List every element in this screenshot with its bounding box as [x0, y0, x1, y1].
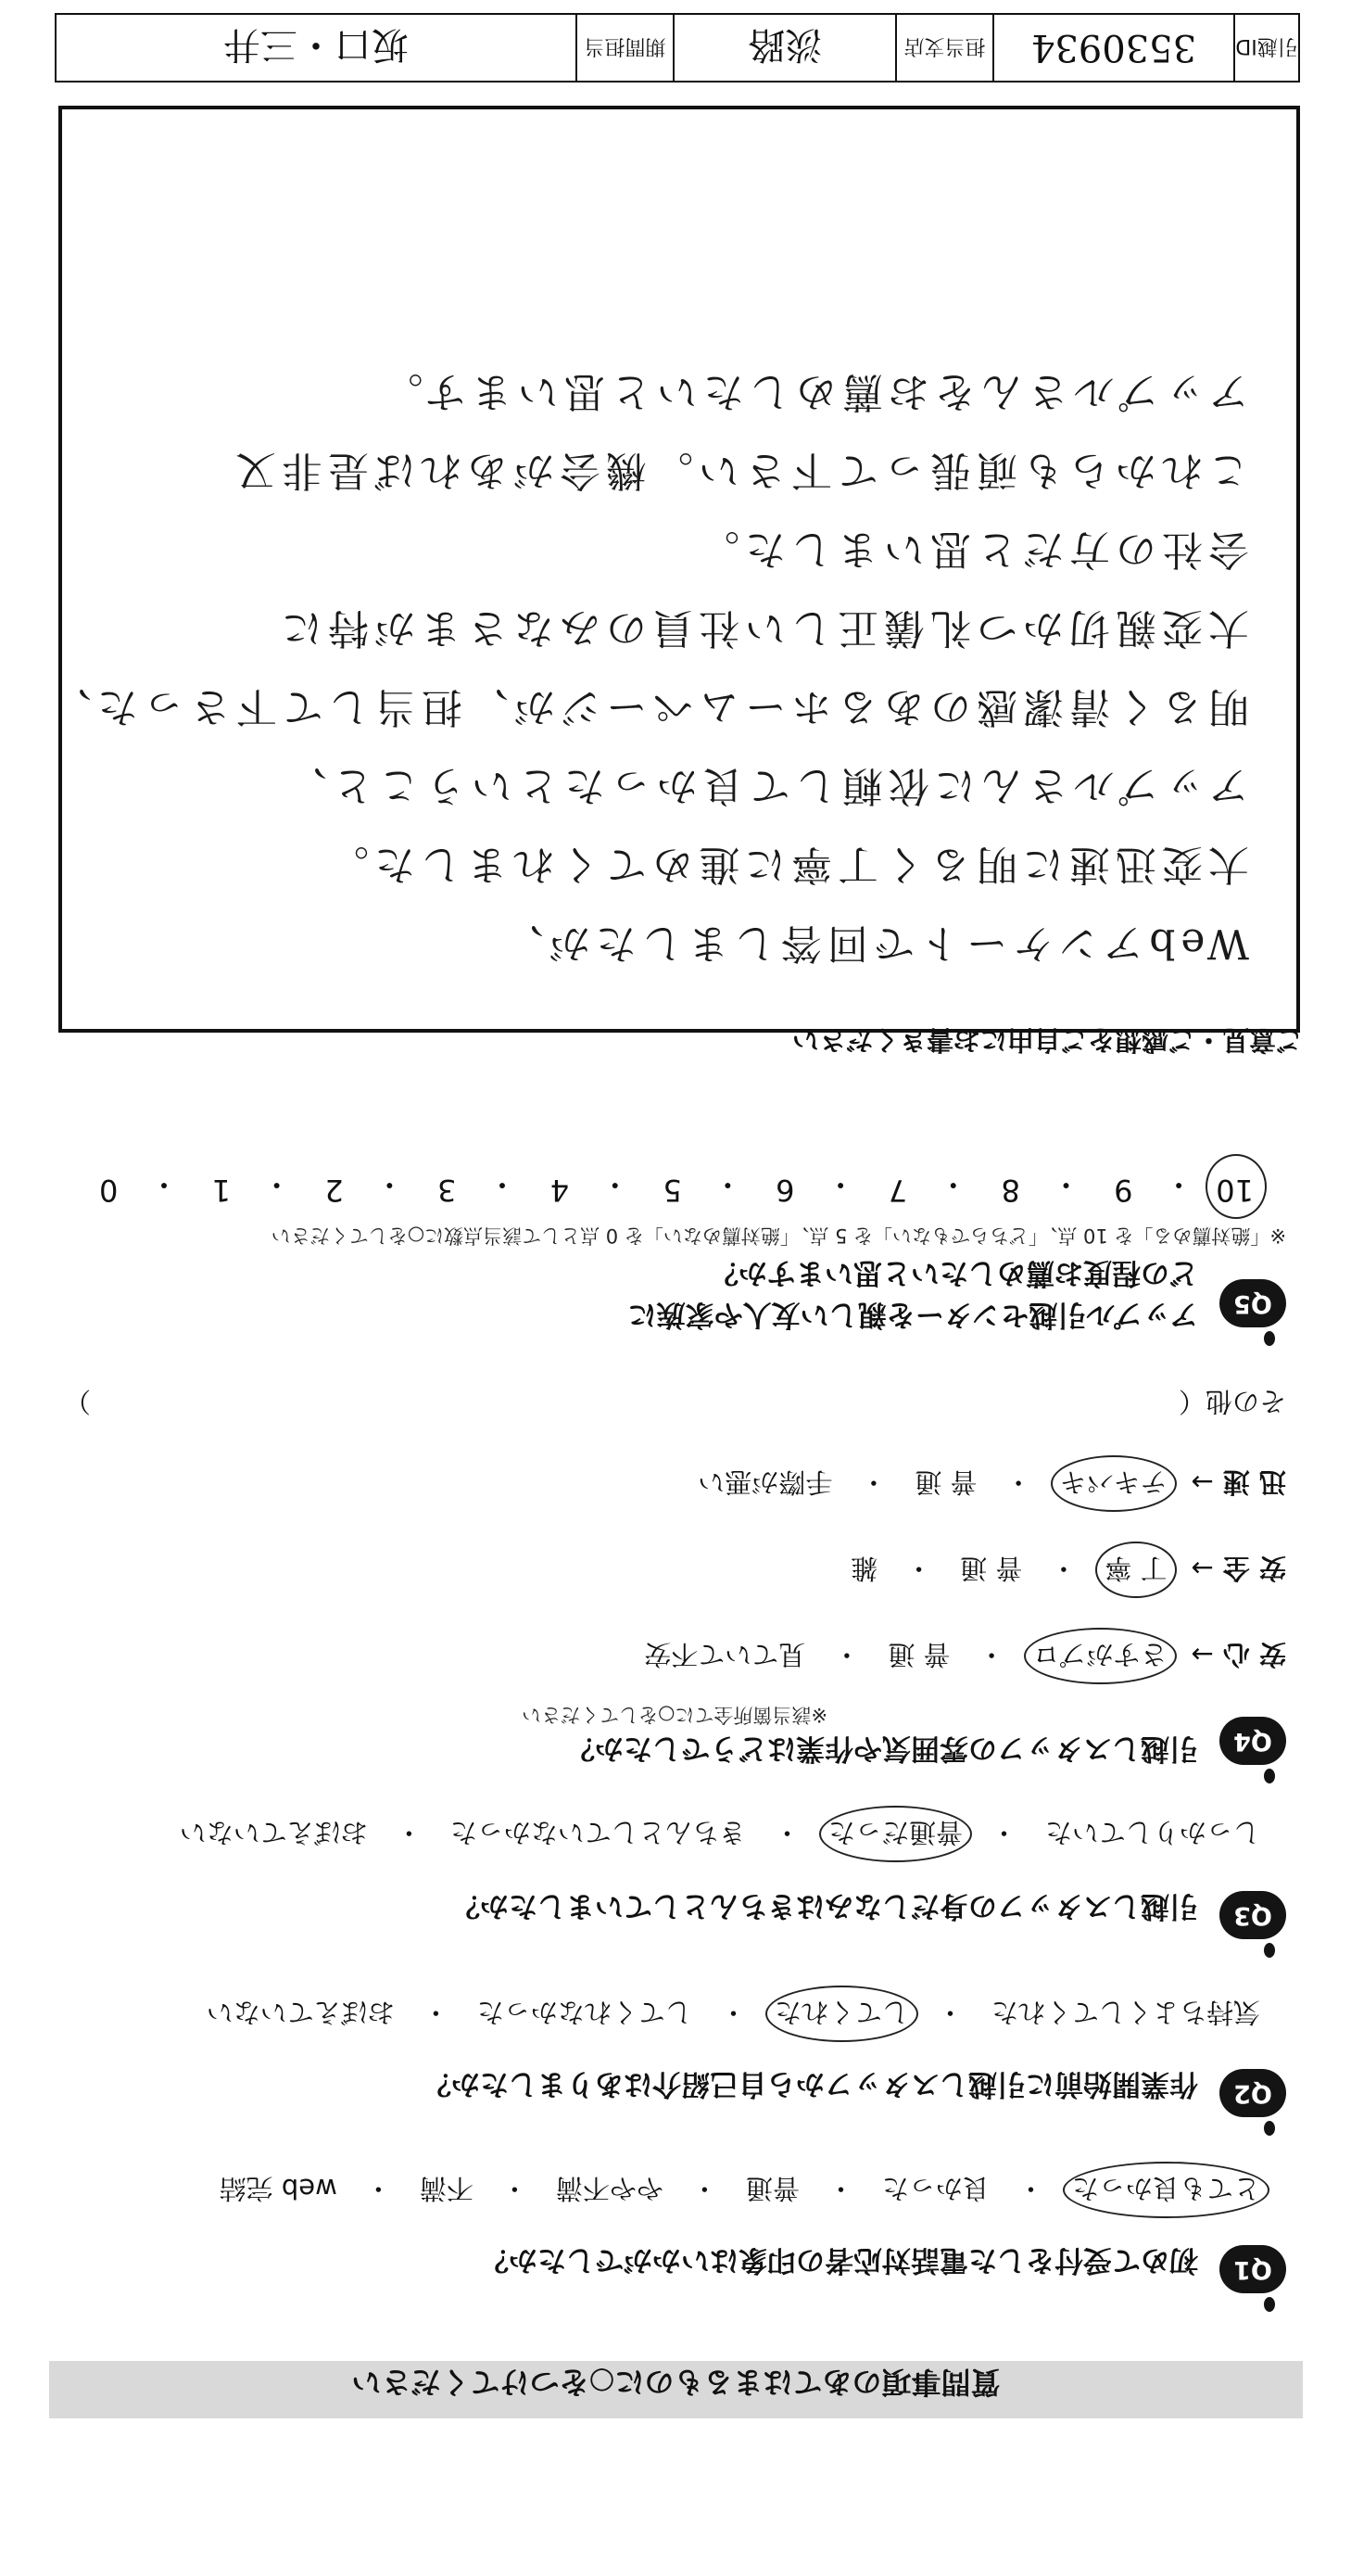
comment-line: 会社の方だと思いました。 [693, 526, 1249, 573]
q5-score-scale: 10 ・ 9 ・ 8 ・ 7 ・ 6 ・ 5 ・ 4 ・ 3 ・ 2 ・ 1 ・ 0 [91, 1165, 1254, 1208]
q4-other [1179, 1384, 1286, 1422]
q4-option[interactable]: 見ていて不安 [644, 1639, 806, 1670]
id-label: 引越ID [1233, 15, 1298, 81]
q2-options: 気持ちよくしてくれた・してくれた・してくれなかった・おぼえていない [207, 1995, 1260, 2033]
q5-score-circled[interactable]: 10 [1218, 1165, 1254, 1208]
q4-option-circled[interactable]: テキパキ [1060, 1465, 1168, 1503]
q4-badge-icon: Q4 [1219, 1717, 1286, 1765]
arrow-icon: → [1191, 1553, 1214, 1584]
q4-row-anzen: 安 全→丁 寧・普 通・雑 [851, 1551, 1286, 1589]
comment-heading: ご意見・ご感想をご自由にお書きください [791, 1024, 1303, 1056]
q4-option[interactable]: 手際が悪い [698, 1466, 833, 1498]
branch-value: 淡路 [673, 15, 895, 81]
q5-score[interactable]: 8 [1001, 1173, 1020, 1208]
instruction-banner-text: 質問事項のあてはまるものに○をつけてください [351, 2365, 1001, 2400]
q5-score[interactable]: 7 [888, 1173, 908, 1208]
comment-line: 大変迅速に明るく丁寧に進めてくれました。 [322, 841, 1249, 888]
q4-row-label: 安 心 [1222, 1639, 1286, 1670]
period-value: 坂口・三井 [223, 23, 409, 66]
q2-option-circled[interactable]: してくれた [775, 1995, 909, 2033]
comment-line: 大変親切かつ礼儀正しい社員のみなさまが特に [276, 604, 1249, 652]
q3-question: 引越しスタッフの身だしなみはきちんとしていましたか？ [451, 1889, 1198, 1922]
q5-score[interactable]: 0 [98, 1173, 119, 1208]
q2-question: 作業開始前に引越しスタッフから自己紹介はありましたか？ [423, 2067, 1198, 2100]
q1-option[interactable]: web 完結 [219, 2173, 337, 2204]
arrow-icon: → [1191, 1639, 1214, 1670]
q2-badge-icon: Q2 [1219, 2069, 1286, 2117]
q5-score[interactable]: 3 [437, 1173, 457, 1208]
q4-row-jinsoku: 迅 速→テキパキ・普 通・手際が悪い [698, 1465, 1286, 1503]
q1-option[interactable]: やや不満 [555, 2173, 663, 2204]
q3-option[interactable]: しっかりしていた [1044, 1817, 1260, 1848]
comment-line: 明るく清潔感のあるホームページが、担当して下さった、 [44, 683, 1249, 730]
q3-option[interactable]: おぼえていない [179, 1817, 368, 1848]
period-label: 期間担当 [575, 15, 673, 81]
q2-option[interactable]: してくれなかった [476, 1997, 692, 2028]
q4-other-close-paren: ） [63, 1386, 91, 1417]
q1-option-circled[interactable]: とても良かった [1072, 2171, 1260, 2209]
q4-option[interactable]: 普 通 [960, 1553, 1023, 1584]
q4-option-circled[interactable]: さすがプロ [1033, 1637, 1168, 1675]
id-table [55, 13, 1300, 82]
q5-question-line2: どの程度お薦めしたいと思いますか？ [710, 1256, 1198, 1289]
q1-option[interactable]: 不満 [419, 2173, 473, 2204]
q3-option[interactable]: きちんとしていなかった [449, 1817, 746, 1848]
comment-line: これからも頑張って下さい。機会があれば是非又 [230, 447, 1249, 494]
q4-other-label: その他（ [1178, 1386, 1286, 1417]
q5-score[interactable]: 4 [549, 1173, 570, 1208]
q2-option[interactable]: おぼえていない [206, 1997, 395, 2028]
q1-option[interactable]: 良かった [881, 2173, 990, 2204]
q2-option[interactable]: 気持ちよくしてくれた [991, 1997, 1260, 2028]
q4-note: ※該当箇所全てに○をしてください [522, 1704, 827, 1726]
id-value: 3530934 [992, 15, 1233, 81]
q5-score[interactable]: 5 [663, 1173, 682, 1208]
q4-option-circled[interactable]: 丁 寧 [1105, 1551, 1167, 1589]
q3-option-circled[interactable]: 普通だった [828, 1815, 963, 1853]
q4-row-label: 安 全 [1222, 1553, 1286, 1584]
q5-score[interactable]: 2 [324, 1173, 344, 1208]
q1-option[interactable]: 普通 [745, 2173, 800, 2204]
q5-score[interactable]: 6 [776, 1173, 795, 1208]
comment-line: Webアンケートで回答しましたが、 [497, 920, 1249, 967]
q4-option[interactable]: 普 通 [888, 1639, 951, 1670]
instruction-banner [49, 2361, 1303, 2418]
q4-row-anshin: 安 心→さすがプロ・普 通・見ていて不安 [644, 1637, 1286, 1675]
q5-score[interactable]: 9 [1114, 1173, 1133, 1208]
q1-question: 初めて受付をした電話対応者の印象はいかがでしたか？ [480, 2243, 1198, 2277]
q5-score[interactable]: 1 [211, 1173, 231, 1208]
q3-options: しっかりしていた・普通だった・きちんとしていなかった・おぼえていない [180, 1815, 1260, 1853]
comment-line: アップルさんに依頼して良かったということ、 [280, 762, 1249, 809]
comment-line: アップルさんをお薦めしたいと思います。 [376, 368, 1249, 415]
q4-question: 引越しスタッフの雰囲気や作業はどうでしたか？ [566, 1732, 1198, 1765]
q3-badge-icon: Q3 [1219, 1891, 1286, 1939]
branch-label: 担当支店 [895, 15, 992, 81]
q4-row-label: 迅 速 [1222, 1466, 1286, 1498]
q1-badge-icon: Q1 [1219, 2245, 1286, 2293]
arrow-icon: → [1191, 1466, 1214, 1498]
q5-question-line1: アップル引越センターを親しい友人や家族に [627, 1298, 1198, 1331]
q5-badge-icon: Q5 [1219, 1279, 1286, 1327]
q1-options: とても良かった・良かった・普通・やや不満・不満・web 完結 [220, 2171, 1260, 2209]
q4-option[interactable]: 雑 [851, 1553, 878, 1584]
q4-option[interactable]: 普 通 [915, 1466, 978, 1498]
q5-note: ※「絶対薦める」を 10 点、「どちらでもない」を 5 点、「絶対薦めない」を 0 点として該当点数に○をしてください [271, 1225, 1286, 1247]
